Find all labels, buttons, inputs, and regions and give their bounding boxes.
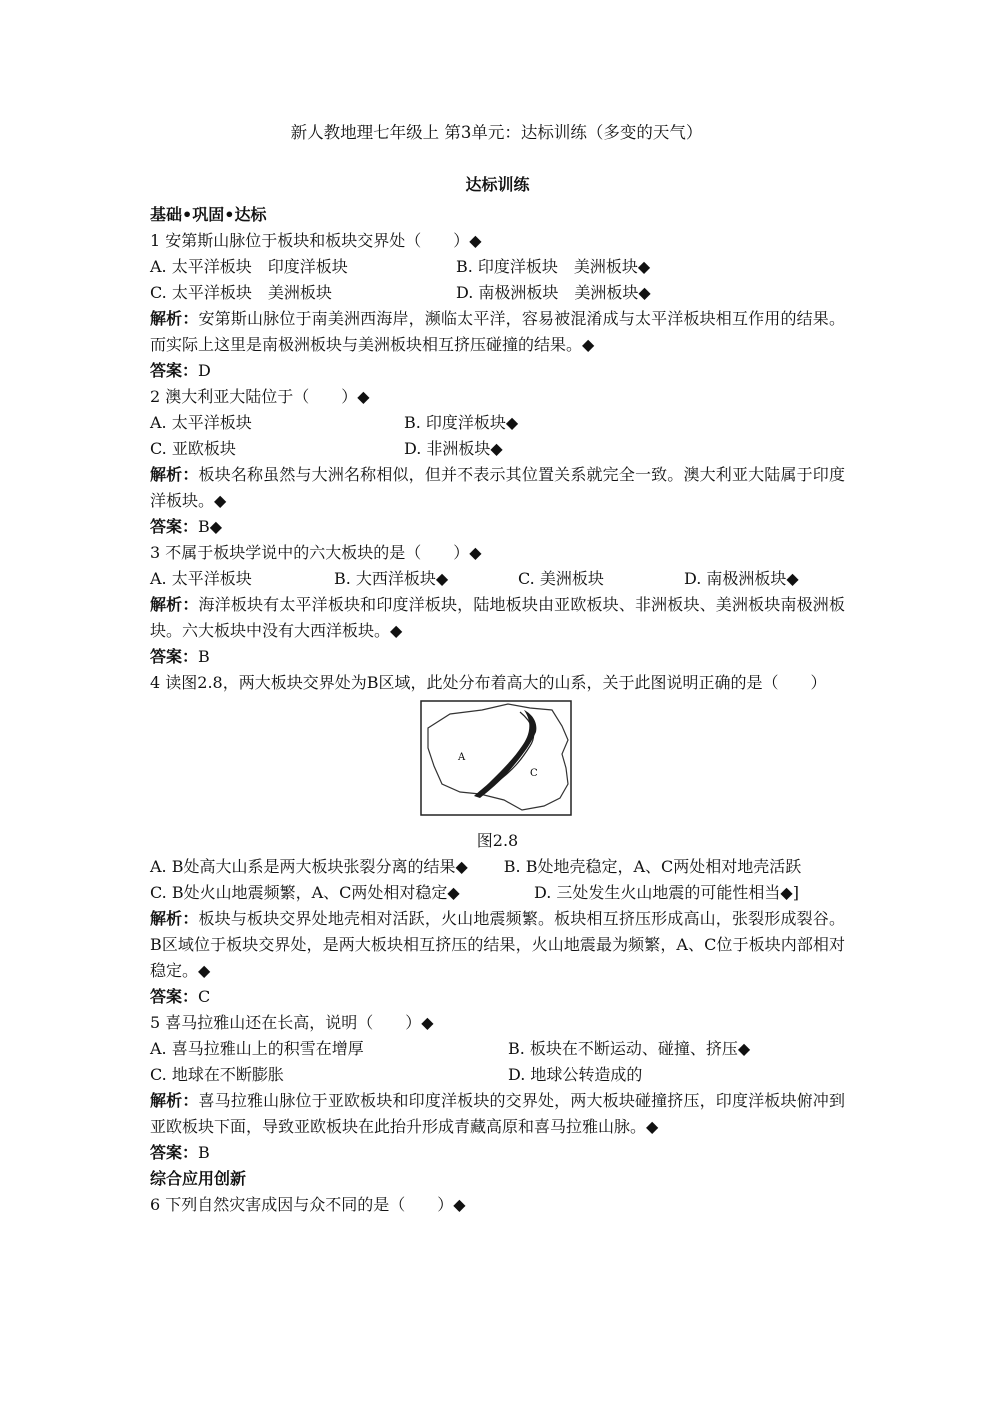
figure-caption: 图2.8 — [476, 831, 519, 850]
answer-label: 答案： — [150, 647, 199, 666]
option-a: A. 太平洋板块 — [150, 569, 252, 588]
figure-label-c: C — [530, 768, 538, 779]
subtitle: 达标训练 — [465, 175, 530, 194]
answer-label: 答案： — [150, 987, 199, 1006]
analysis-text: 安第斯山脉位于南美洲西海岸，濒临太平洋，容易被混淆成与太平洋板块相互作用的结果。而实际上这里是南极洲板块与美洲板块相互挤压碰撞的结果。◆ — [150, 309, 845, 354]
figure-label-a: A — [458, 752, 466, 763]
analysis-text: 板块与板块交界处地壳相对活跃，火山地震频繁。板块相互挤压形成高山，张裂形成裂谷。B区域位于板块交界处，是两大板块相互挤压的结果，火山地震最为频繁，A、C位于板块内部相对稳定。◆ — [150, 909, 845, 980]
figure-2-8 — [150, 700, 845, 822]
option-c: C. 太平洋板块 美洲板块 — [150, 283, 332, 302]
option-d: D. 南极洲板块◆ — [684, 569, 799, 588]
option-d: D. 南极洲板块 美洲板块◆ — [456, 283, 651, 302]
answer-value: B — [198, 1143, 210, 1162]
question-5-answer — [150, 1140, 845, 1166]
page-title: 新人教地理七年级上 第3单元：达标训练（多变的天气） — [290, 123, 703, 142]
question-4-analysis — [150, 906, 845, 984]
answer-label: 答案： — [150, 1143, 199, 1162]
option-c: C. 亚欧板块 — [150, 439, 236, 458]
question-4-answer — [150, 984, 845, 1010]
option-b: B. B处地壳稳定，A、C两处相对地壳活跃 — [503, 857, 802, 876]
question-4-options-row-2 — [150, 880, 845, 906]
plate-boundary-map — [420, 700, 572, 816]
question-5-stem: 5 喜马拉雅山还在长高，说明（ ）◆ — [150, 1013, 434, 1032]
question-4-stem: 4 读图2.8，两大板块交界处为B区域，此处分布着高大的山系，关于此图说明正确的是（ ） — [150, 673, 827, 692]
question-6-stem: 6 下列自然灾害成因与众不同的是（ ）◆ — [150, 1195, 466, 1214]
analysis-text: 海洋板块有太平洋板块和印度洋板块，陆地板块由亚欧板块、非洲板块、美洲板块南极洲板块。六大板块中没有大西洋板块。◆ — [150, 595, 845, 640]
option-c: C. 地球在不断膨胀 — [150, 1065, 284, 1084]
answer-value: B — [198, 647, 210, 666]
analysis-label: 解析： — [150, 909, 199, 928]
analysis-label: 解析： — [150, 465, 199, 484]
answer-value: C — [198, 987, 211, 1006]
option-b: B. 大西洋板块◆ — [334, 569, 449, 588]
answer-value: D — [198, 361, 211, 380]
document-body — [150, 172, 845, 1218]
question-2-options-row-2 — [150, 436, 845, 462]
question-5-options-row-2 — [150, 1062, 845, 1088]
option-d: D. 三处发生火山地震的可能性相当◆] — [534, 883, 799, 902]
option-c: C. 美洲板块 — [518, 569, 604, 588]
question-3-stem: 3 不属于板块学说中的六大板块的是（ ）◆ — [150, 543, 482, 562]
question-5-options-row-1 — [150, 1036, 845, 1062]
analysis-label: 解析： — [150, 1091, 199, 1110]
option-d: D. 非洲板块◆ — [404, 439, 503, 458]
question-1-options-row-1 — [150, 254, 845, 280]
question-2-stem: 2 澳大利亚大陆位于（ ）◆ — [150, 387, 370, 406]
question-4-options-row-1 — [150, 854, 845, 880]
option-a: A. 太平洋板块 印度洋板块 — [150, 257, 348, 276]
question-2-answer — [150, 514, 845, 540]
answer-label: 答案： — [150, 361, 199, 380]
question-3-analysis — [150, 592, 845, 644]
answer-label: 答案： — [150, 517, 199, 536]
question-2-analysis — [150, 462, 845, 514]
option-a: A. 喜马拉雅山上的积雪在增厚 — [150, 1039, 364, 1058]
question-1-answer — [150, 358, 845, 384]
analysis-label: 解析： — [150, 309, 199, 328]
question-3-options — [150, 566, 845, 592]
analysis-text: 喜马拉雅山脉位于亚欧板块和印度洋板块的交界处，两大板块碰撞挤压，印度洋板块俯冲到亚欧板块下面，导致亚欧板块在此抬升形成青藏高原和喜马拉雅山脉。◆ — [150, 1091, 845, 1136]
option-b: B. 印度洋板块 美洲板块◆ — [456, 257, 651, 276]
section-heading-advanced: 综合应用创新 — [150, 1169, 247, 1188]
analysis-text: 板块名称虽然与大洲名称相似，但并不表示其位置关系就完全一致。澳大利亚大陆属于印度洋板块。◆ — [150, 465, 845, 510]
question-1-options-row-2 — [150, 280, 845, 306]
option-d: D. 地球公转造成的 — [508, 1065, 643, 1084]
question-1-stem: 1 安第斯山脉位于板块和板块交界处（ ）◆ — [150, 231, 482, 250]
analysis-label: 解析： — [150, 595, 199, 614]
question-3-answer — [150, 644, 845, 670]
option-c: C. B处火山地震频繁，A、C两处相对稳定◆ — [150, 883, 460, 902]
question-1-analysis — [150, 306, 845, 358]
question-2-options-row-1 — [150, 410, 845, 436]
option-a: A. B处高大山系是两大板块张裂分离的结果◆ — [150, 857, 468, 876]
option-a: A. 太平洋板块 — [150, 413, 252, 432]
answer-value: B◆ — [198, 517, 223, 536]
section-heading-basic: 基础•巩固•达标 — [150, 205, 267, 224]
option-b: B. 板块在不断运动、碰撞、挤压◆ — [508, 1039, 751, 1058]
question-5-analysis — [150, 1088, 845, 1140]
option-b: B. 印度洋板块◆ — [404, 413, 519, 432]
